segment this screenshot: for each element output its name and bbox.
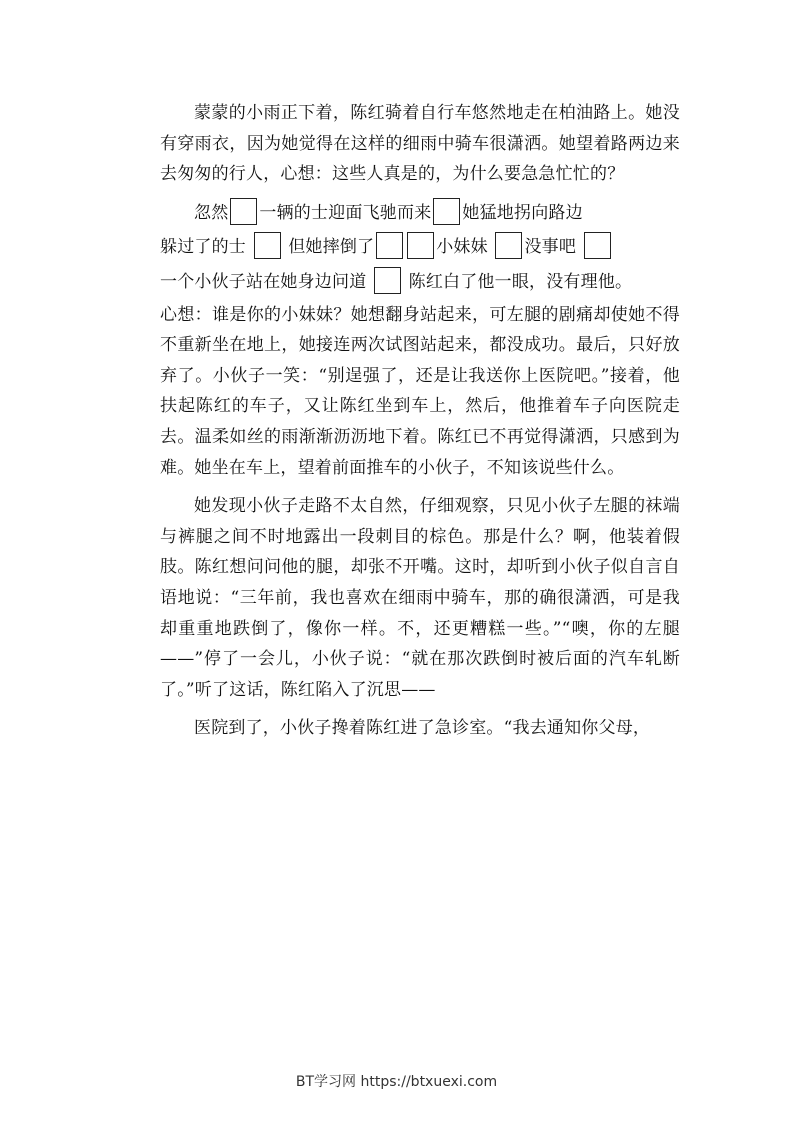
paragraph-3: 她发现小伙子走路不太自然，仔细观察，只见小伙子左腿的袜端与裤腿之间不时地露出一段刺目的棕色。那是什么？啊，他装着假肢。陈红想问问他的腿，却张不开嘴。这时，却听到小伙子似自言自语地说：“三年前，我也喜欢在细雨中骑车，那的确很潇洒，可是我却重重地跌倒了，像你一样。不，还更糟糕一些。”“噢，你的左腿——”停了一会儿，小伙子说：“就在那次跌倒时被后面的汽车轧断了。”听了这话，陈红陷入了沉思—— [160, 496, 680, 700]
blank-box[interactable] [230, 198, 257, 225]
fill-in-line-2 [160, 232, 680, 263]
text-segment: 她猛地拐向路边 [462, 202, 583, 223]
blank-box[interactable] [495, 232, 522, 259]
text-segment: 没事吧 [524, 237, 577, 258]
blank-box[interactable] [433, 198, 460, 225]
text-segment: 一辆的士迎面飞驰而来 [259, 202, 432, 223]
fill-in-line-3 [160, 267, 680, 298]
blank-box[interactable] [254, 232, 281, 259]
blank-box[interactable] [407, 232, 434, 259]
fill-in-line-1 [160, 198, 680, 229]
text-segment: 忽然 [194, 202, 229, 223]
blank-box[interactable] [584, 232, 611, 259]
text-segment: 陈红白了他一眼，没有理他。 [408, 271, 633, 292]
paragraph-1: 蒙蒙的小雨正下着，陈红骑着自行车悠然地走在柏油路上。她没有穿雨衣，因为她觉得在这样的细雨中骑车很潇洒。她望着路两边来去匆匆的行人，心想：这些人真是的，为什么要急急忙忙的？ [160, 103, 680, 185]
text-segment: 小妹妹 [436, 237, 488, 258]
blank-box[interactable] [374, 267, 401, 294]
paragraph-2-continuation: 心想：谁是你的小妹妹？她想翻身站起来，可左腿的剧痛却使她不得不重新坐在地上，她接连两次试图站起来，都没成功。最后，只好放弃了。小伙子一笑：“别逞强了，还是让我送你上医院吧。”接着，他扶起陈红的车子，又让陈红坐到车上，然后，他推着车子向医院走去。温柔如丝的雨渐渐沥沥地下着。陈红已不再觉得潇洒，只感到为难。她坐在车上，望着前面推车的小伙子，不知该说些什么。 [160, 304, 680, 478]
text-segment: 躲过了的士 [160, 237, 246, 258]
page-footer: BT学习网 https://btxuexi.com [295, 1074, 498, 1090]
article-body [160, 98, 680, 752]
fill-in-block [160, 198, 680, 298]
paragraph-4: 医院到了，小伙子搀着陈红进了急诊室。“我去通知你父母， [194, 718, 651, 739]
blank-box[interactable] [376, 232, 403, 259]
text-segment: 一个小伙子站在她身边问道 [160, 271, 367, 292]
text-segment: 但她摔倒了 [288, 237, 375, 258]
